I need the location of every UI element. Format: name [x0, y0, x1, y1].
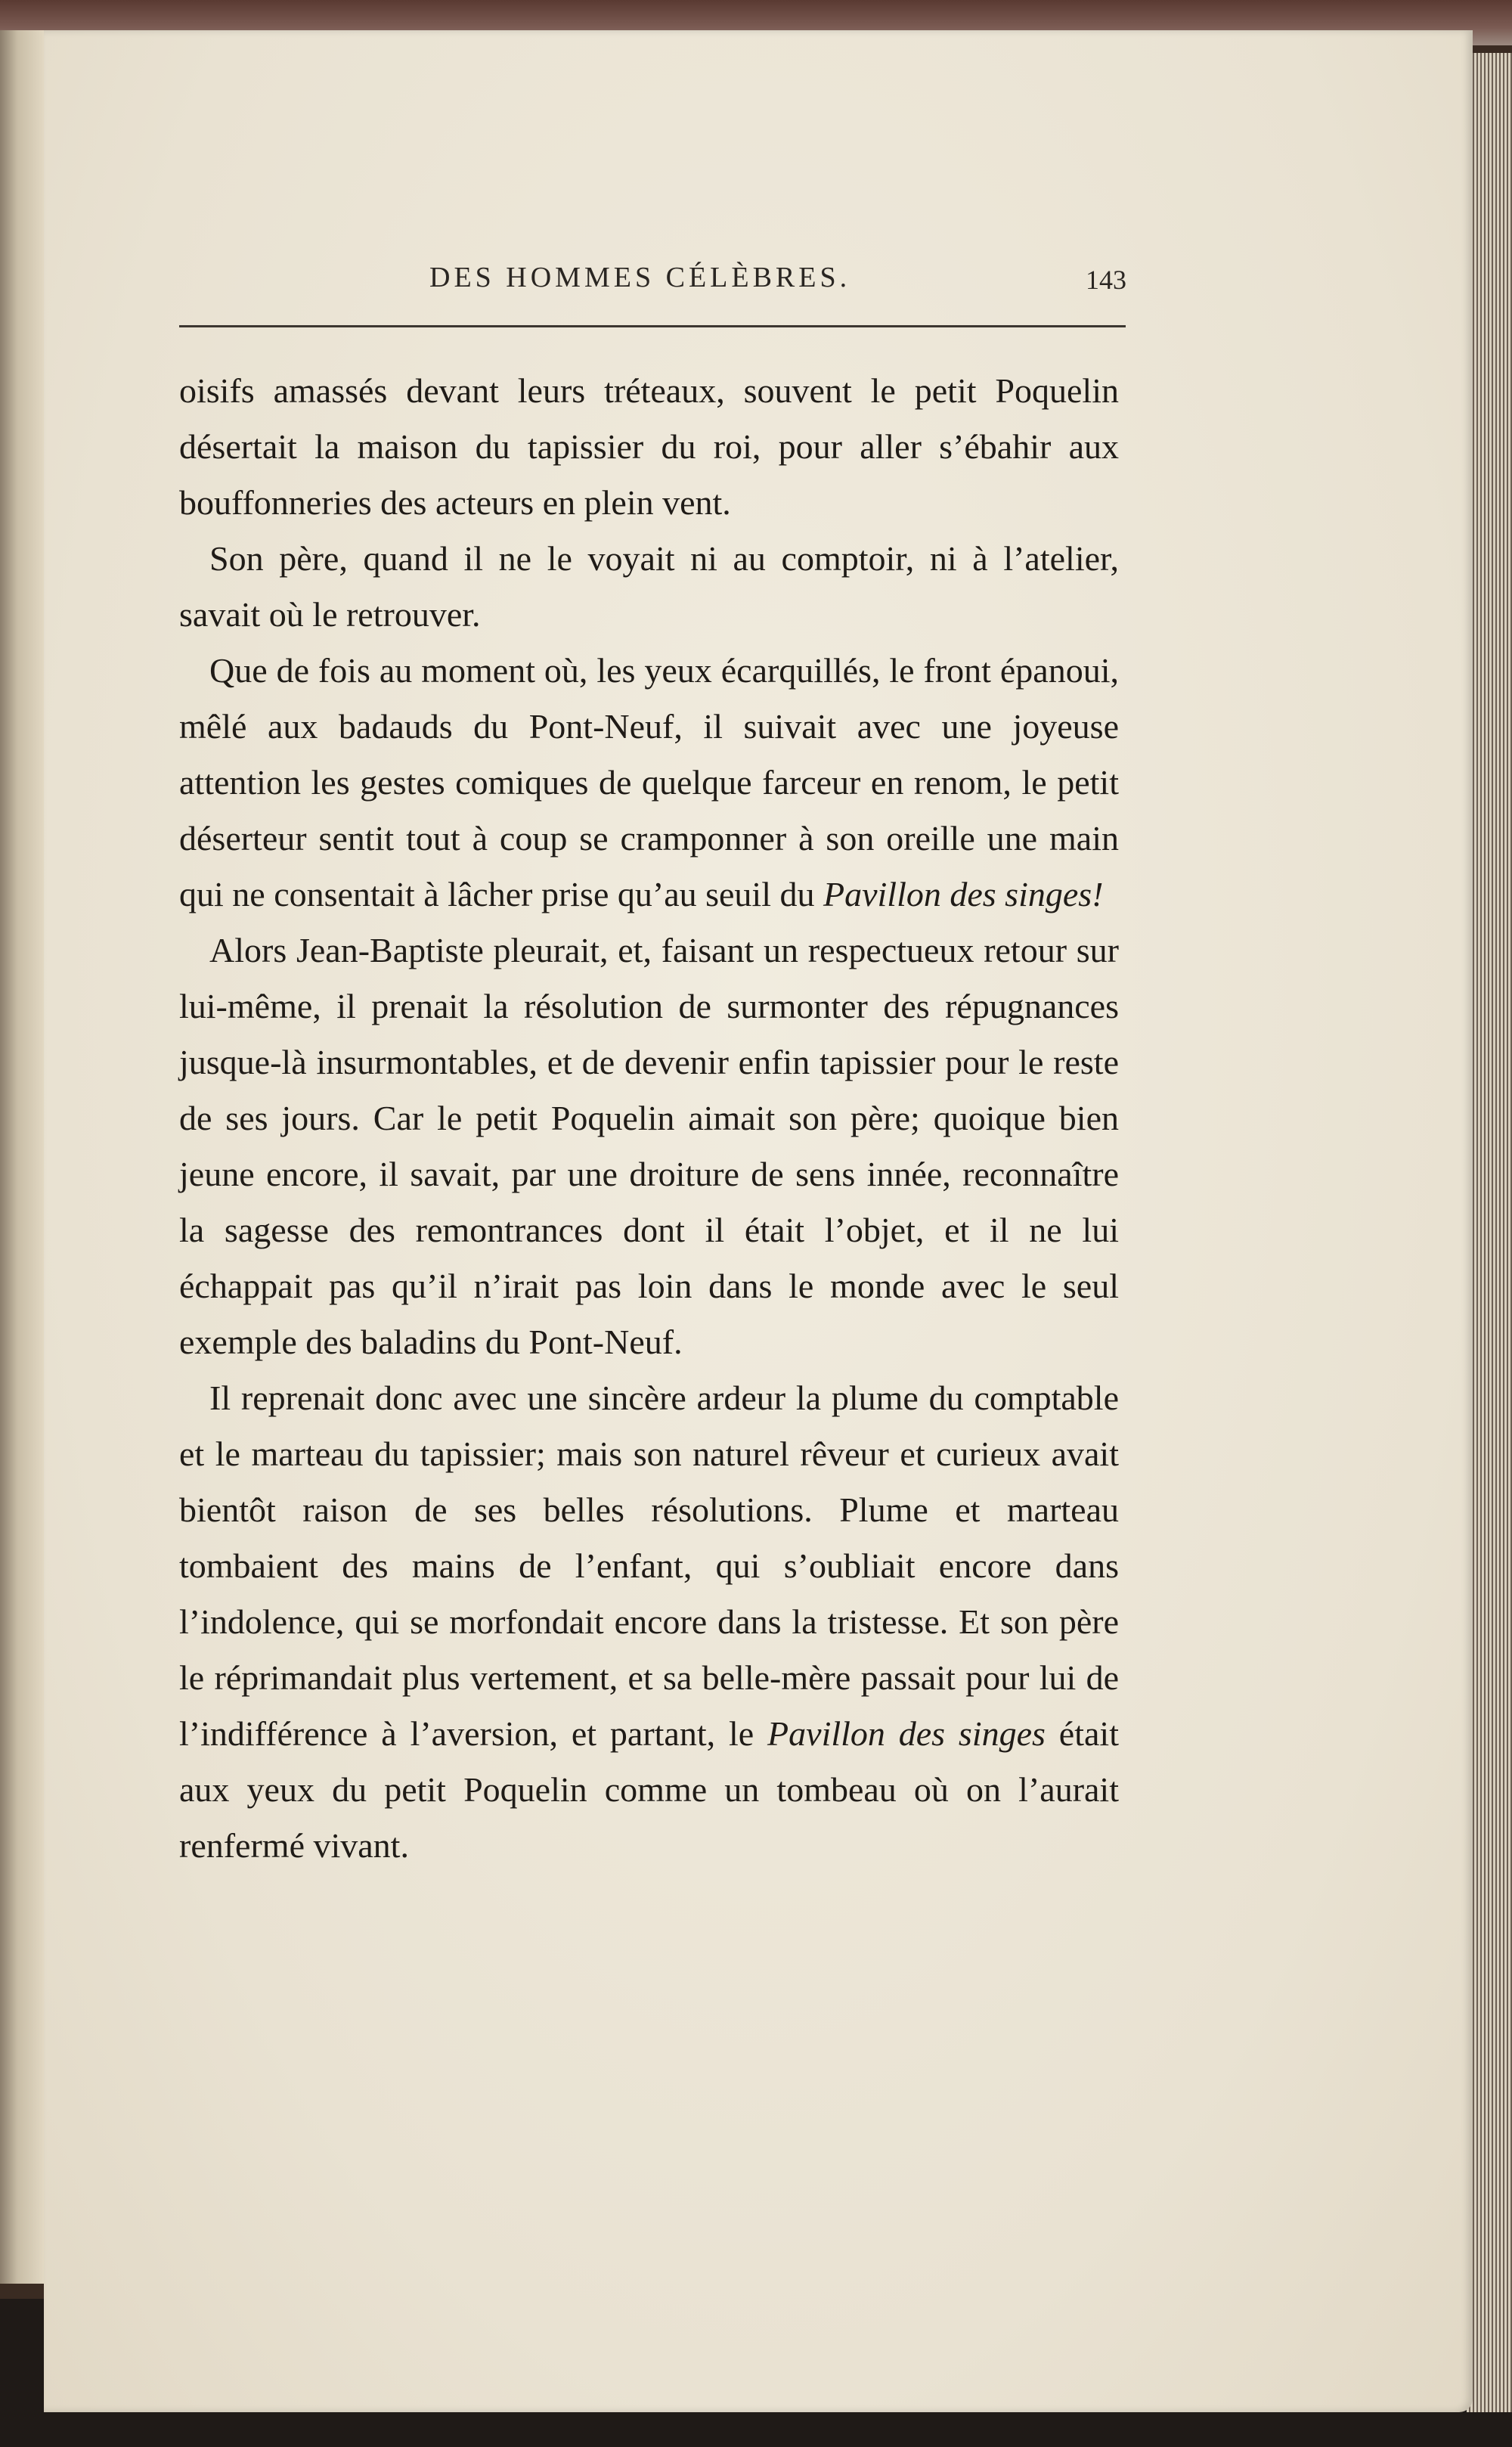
- running-title: DES HOMMES CÉLÈBRES.: [429, 262, 851, 293]
- paragraph: Il reprenait donc avec une sincère ardeur la plume du comptable et le marteau du tapissier; mais son naturel rêveur et curieux avait bientôt raison de ses belles résolutions. Plume et marteau tombaient des mains de l’enfant, qui s’oubliait encore dans l’indolence, qui se morfondait encore dans la tristesse. Et son père le réprimandait plus vertement, et sa belle-mère passait pour lui de l’indifférence à l’aversion, et partant, le Pavillon des singes était aux yeux du petit Poquelin comme un tombeau où on l’aurait renfermé vivant.: [179, 1379, 1119, 1865]
- page-header: [174, 261, 1126, 306]
- paragraph: Son père, quand il ne le voyait ni au comptoir, ni à l’atelier, savait où le retrouver.: [179, 539, 1119, 634]
- italic-title: Pavillon des singes!: [823, 875, 1104, 913]
- italic-title: Pavillon des singes: [767, 1714, 1046, 1753]
- paragraph: Que de fois au moment où, les yeux écarquillés, le front épanoui, mêlé aux badauds du Pont-Neuf, il suivait avec une joyeuse attention les gestes comiques de quelque farceur en renom, le petit déserteur sentit tout à coup se cramponner à son oreille une main qui ne consentait à lâcher prise qu’au seuil du Pavillon des singes!: [179, 651, 1119, 913]
- header-rule: [179, 325, 1126, 327]
- page-stack-edge: [1467, 53, 1512, 2412]
- page-body: [179, 363, 1119, 1874]
- page-number: 143: [1086, 265, 1126, 295]
- paragraph: oisifs amassés devant leurs tréteaux, souvent le petit Poquelin désertait la maison du tapissier du roi, pour aller s’ébahir aux bouffonneries des acteurs en plein vent.: [179, 371, 1119, 522]
- facing-page-edge: [0, 30, 44, 2284]
- paragraph: Alors Jean-Baptiste pleurait, et, faisant un respectueux retour sur lui-même, il prenait la résolution de surmonter des répugnances jusque-là insurmontables, et de devenir enfin tapissier pour le reste de ses jours. Car le petit Poquelin aimait son père; quoique bien jeune encore, il savait, par une droiture de sens innée, reconnaître la sagesse des remontrances dont il était l’objet, et il ne lui échappait pas qu’il n’irait pas loin dans le monde avec le seul exemple des baladins du Pont-Neuf.: [179, 931, 1119, 1361]
